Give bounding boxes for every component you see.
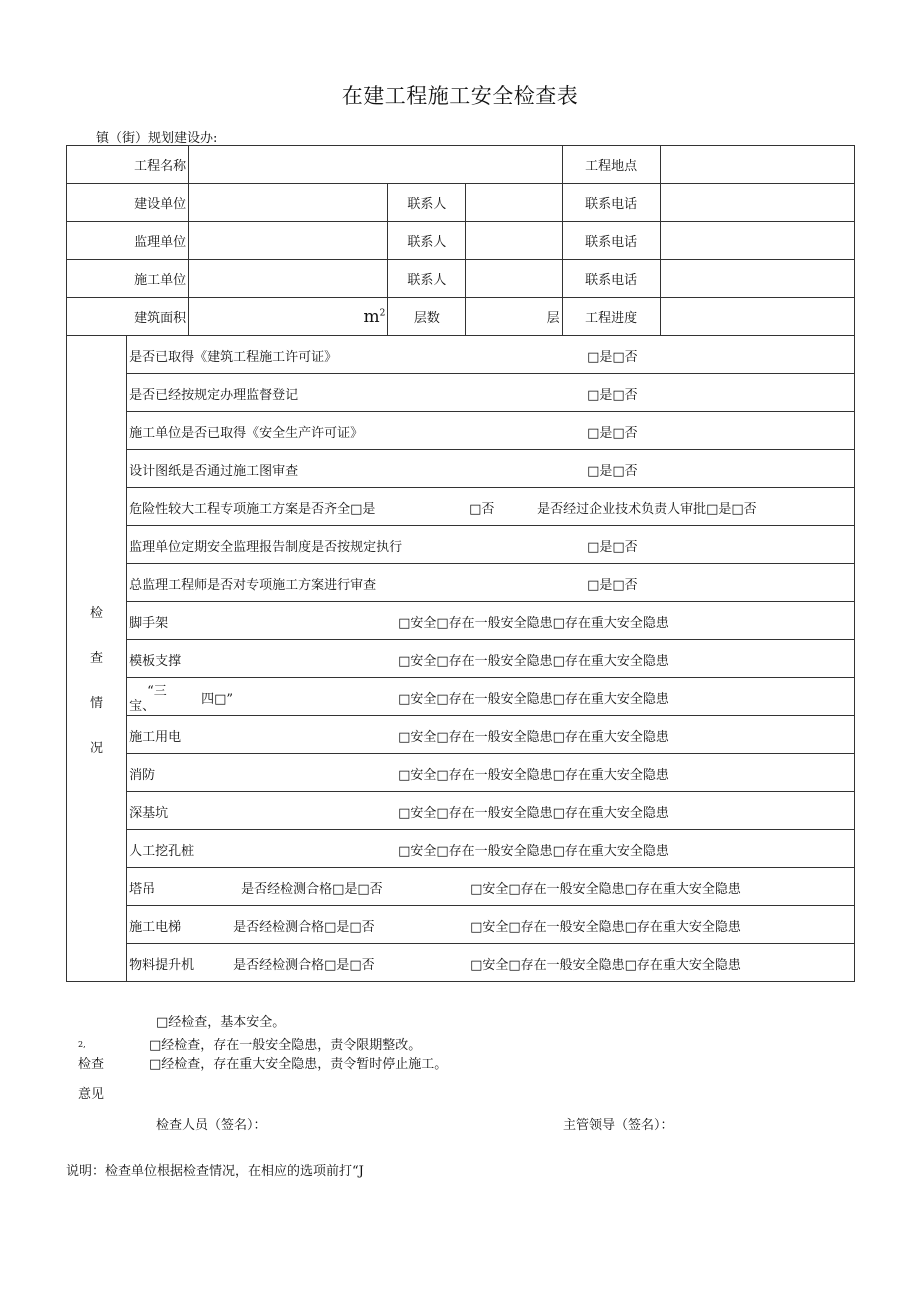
three-four-text-a: “三 — [147, 684, 167, 699]
safety-checkbox-group[interactable]: □安全□存在一般安全隐患□存在重大安全隐患 — [398, 806, 669, 821]
item-name: 模板支撑 — [129, 654, 182, 669]
safety-checkbox-group[interactable]: □安全□存在一般安全隐患□存在重大安全隐患 — [398, 654, 669, 669]
item-cell — [127, 754, 855, 792]
subheader: 镇（街）规划建设办: — [96, 131, 218, 146]
label-area: 建筑面积 — [67, 298, 189, 336]
safety-checkbox-group[interactable]: □安全□存在一般安全隐患□存在重大安全隐患 — [470, 882, 741, 897]
check-section-label — [67, 336, 127, 982]
side-char-2: 查 — [90, 650, 104, 666]
area-unit: $m^2$ — [363, 306, 386, 327]
machine-cell — [127, 944, 855, 982]
machine-test-checkbox[interactable]: 是否经检测合格□是□否 — [241, 882, 383, 897]
item-row-scaffold — [67, 602, 855, 640]
item-row-pile — [67, 830, 855, 868]
check-cell — [127, 336, 855, 374]
approval-question[interactable]: 是否经过企业技术负责人审批□是□否 — [537, 502, 757, 517]
field-phone-builder[interactable] — [660, 184, 854, 222]
item-cell — [127, 678, 855, 716]
item-row-pit — [67, 792, 855, 830]
check-row-4 — [67, 450, 855, 488]
check-cell — [127, 412, 855, 450]
note: 说明：检查单位根据检查情况，在相应的选项前打“J — [66, 1164, 364, 1179]
three-four-text-c: 四□” — [201, 692, 233, 707]
field-area[interactable] — [189, 298, 388, 336]
check-row-3 — [67, 412, 855, 450]
yes-no-checkbox[interactable]: □是□否 — [587, 464, 638, 479]
row-project — [67, 146, 855, 184]
item-name: 消防 — [129, 768, 156, 783]
machine-cell — [127, 868, 855, 906]
field-contact-supervisor[interactable] — [466, 222, 562, 260]
field-contact-builder[interactable] — [466, 184, 562, 222]
safety-checkbox-group[interactable]: □安全□存在一般安全隐患□存在重大安全隐患 — [470, 958, 741, 973]
label-phone-builder: 联系电话 — [562, 184, 660, 222]
row-supervisor — [67, 222, 855, 260]
check-row-6 — [67, 564, 855, 602]
yes-no-checkbox[interactable]: □是□否 — [587, 540, 638, 555]
check-cell — [127, 526, 855, 564]
field-phone-constructor[interactable] — [660, 260, 854, 298]
item-row-electric — [67, 716, 855, 754]
check-row-5 — [67, 526, 855, 564]
field-contact-constructor[interactable] — [466, 260, 562, 298]
yes-no-checkbox[interactable]: □是□否 — [587, 426, 638, 441]
check-cell — [127, 374, 855, 412]
side-char-3: 情 — [90, 695, 104, 711]
check-question: 总监理工程师是否对专项施工方案进行审查 — [129, 578, 377, 593]
safety-checkbox-group[interactable]: □安全□存在一般安全隐患□存在重大安全隐患 — [398, 768, 669, 783]
machine-name: 施工电梯 — [129, 920, 182, 935]
machine-test-checkbox[interactable]: 是否经检测合格□是□否 — [233, 958, 375, 973]
leader-signature[interactable]: 主管领导（签名）： — [563, 1118, 674, 1133]
small-mark: 2, — [78, 1040, 86, 1049]
yes-no-checkbox[interactable]: □是□否 — [587, 388, 638, 403]
machine-row-hoist — [67, 944, 855, 982]
label-constructor: 施工单位 — [67, 260, 189, 298]
item-name: 脚手架 — [129, 616, 169, 631]
machine-cell — [127, 906, 855, 944]
field-project-name[interactable] — [189, 146, 562, 184]
check-row-hazard — [67, 488, 855, 526]
inspector-signature[interactable]: 检查人员（签名）： — [156, 1118, 267, 1133]
opinion-option-general[interactable]: □经检查，存在一般安全隐患，责令限期整改。 — [149, 1038, 422, 1053]
row-builder — [67, 184, 855, 222]
field-project-location[interactable] — [660, 146, 854, 184]
opinion-option-major[interactable]: □经检查，存在重大安全隐患，责令暂时停止施工。 — [149, 1057, 448, 1072]
side-char-1: 检 — [90, 605, 104, 621]
machine-row-elevator — [67, 906, 855, 944]
safety-checkbox-group[interactable]: □安全□存在一般安全隐患□存在重大安全隐患 — [398, 730, 669, 745]
check-cell — [127, 488, 855, 526]
check-row-1 — [67, 336, 855, 374]
three-four-text-b: 宝、 — [129, 699, 156, 714]
machine-name: 物料提升机 — [129, 958, 195, 973]
label-floors: 层数 — [388, 298, 466, 336]
item-row-formwork — [67, 640, 855, 678]
row-constructor — [67, 260, 855, 298]
yes-no-checkbox[interactable]: □是□否 — [587, 350, 638, 365]
label-supervisor: 监理单位 — [67, 222, 189, 260]
field-builder[interactable] — [189, 184, 388, 222]
check-question: 监理单位定期安全监理报告制度是否按规定执行 — [129, 540, 403, 555]
item-cell — [127, 792, 855, 830]
opinion-label-1: 检查 — [78, 1057, 105, 1072]
item-cell — [127, 716, 855, 754]
field-constructor[interactable] — [189, 260, 388, 298]
label-phone-supervisor: 联系电话 — [562, 222, 660, 260]
side-char-4: 况 — [90, 740, 104, 756]
safety-checkbox-group[interactable]: □安全□存在一般安全隐患□存在重大安全隐患 — [470, 920, 741, 935]
check-question: 是否已取得《建筑工程施工许可证》 — [129, 350, 338, 365]
label-phone-constructor: 联系电话 — [562, 260, 660, 298]
opinion-option-safe[interactable]: □经检查，基本安全。 — [156, 1015, 286, 1030]
item-name: 施工用电 — [129, 730, 182, 745]
field-floors[interactable] — [466, 298, 562, 336]
item-cell — [127, 602, 855, 640]
field-phone-supervisor[interactable] — [660, 222, 854, 260]
item-name: 深基坑 — [129, 806, 169, 821]
check-question: 是否已经按规定办理监督登记 — [129, 388, 299, 403]
row-area — [67, 298, 855, 336]
item-name: 人工挖孔桩 — [129, 844, 195, 859]
item-row-three-four — [67, 678, 855, 716]
machine-name: 塔吊 — [129, 882, 156, 897]
label-project-location: 工程地点 — [562, 146, 660, 184]
form-title: 在建工程施工安全检查表 — [341, 84, 579, 108]
field-progress[interactable] — [660, 298, 854, 336]
label-project-name: 工程名称 — [67, 146, 189, 184]
opinion-label-2: 意见 — [78, 1087, 105, 1102]
label-builder: 建设单位 — [67, 184, 189, 222]
check-question: 设计图纸是否通过施工图审查 — [129, 464, 299, 479]
item-row-fire — [67, 754, 855, 792]
inspection-table — [66, 145, 855, 982]
label-contact-constructor: 联系人 — [388, 260, 466, 298]
safety-checkbox-group[interactable]: □安全□存在一般安全隐患□存在重大安全隐患 — [398, 616, 669, 631]
machine-test-checkbox[interactable]: 是否经检测合格□是□否 — [233, 920, 375, 935]
hazard-plan-no-checkbox[interactable]: □否 — [469, 502, 495, 517]
check-question: 施工单位是否已取得《安全生产许可证》 — [129, 426, 364, 441]
safety-checkbox-group[interactable]: □安全□存在一般安全隐患□存在重大安全隐患 — [398, 692, 669, 707]
item-cell — [127, 640, 855, 678]
check-row-2 — [67, 374, 855, 412]
label-contact-builder: 联系人 — [388, 184, 466, 222]
check-cell — [127, 564, 855, 602]
floor-unit: 层 — [546, 311, 560, 326]
field-supervisor[interactable] — [189, 222, 388, 260]
label-contact-supervisor: 联系人 — [388, 222, 466, 260]
yes-no-checkbox[interactable]: □是□否 — [587, 578, 638, 593]
label-progress: 工程进度 — [562, 298, 660, 336]
machine-row-tower-crane — [67, 868, 855, 906]
item-cell — [127, 830, 855, 868]
safety-checkbox-group[interactable]: □安全□存在一般安全隐患□存在重大安全隐患 — [398, 844, 669, 859]
hazard-plan-question[interactable]: 危险性较大工程专项施工方案是否齐全□是 — [129, 502, 376, 517]
check-cell — [127, 450, 855, 488]
